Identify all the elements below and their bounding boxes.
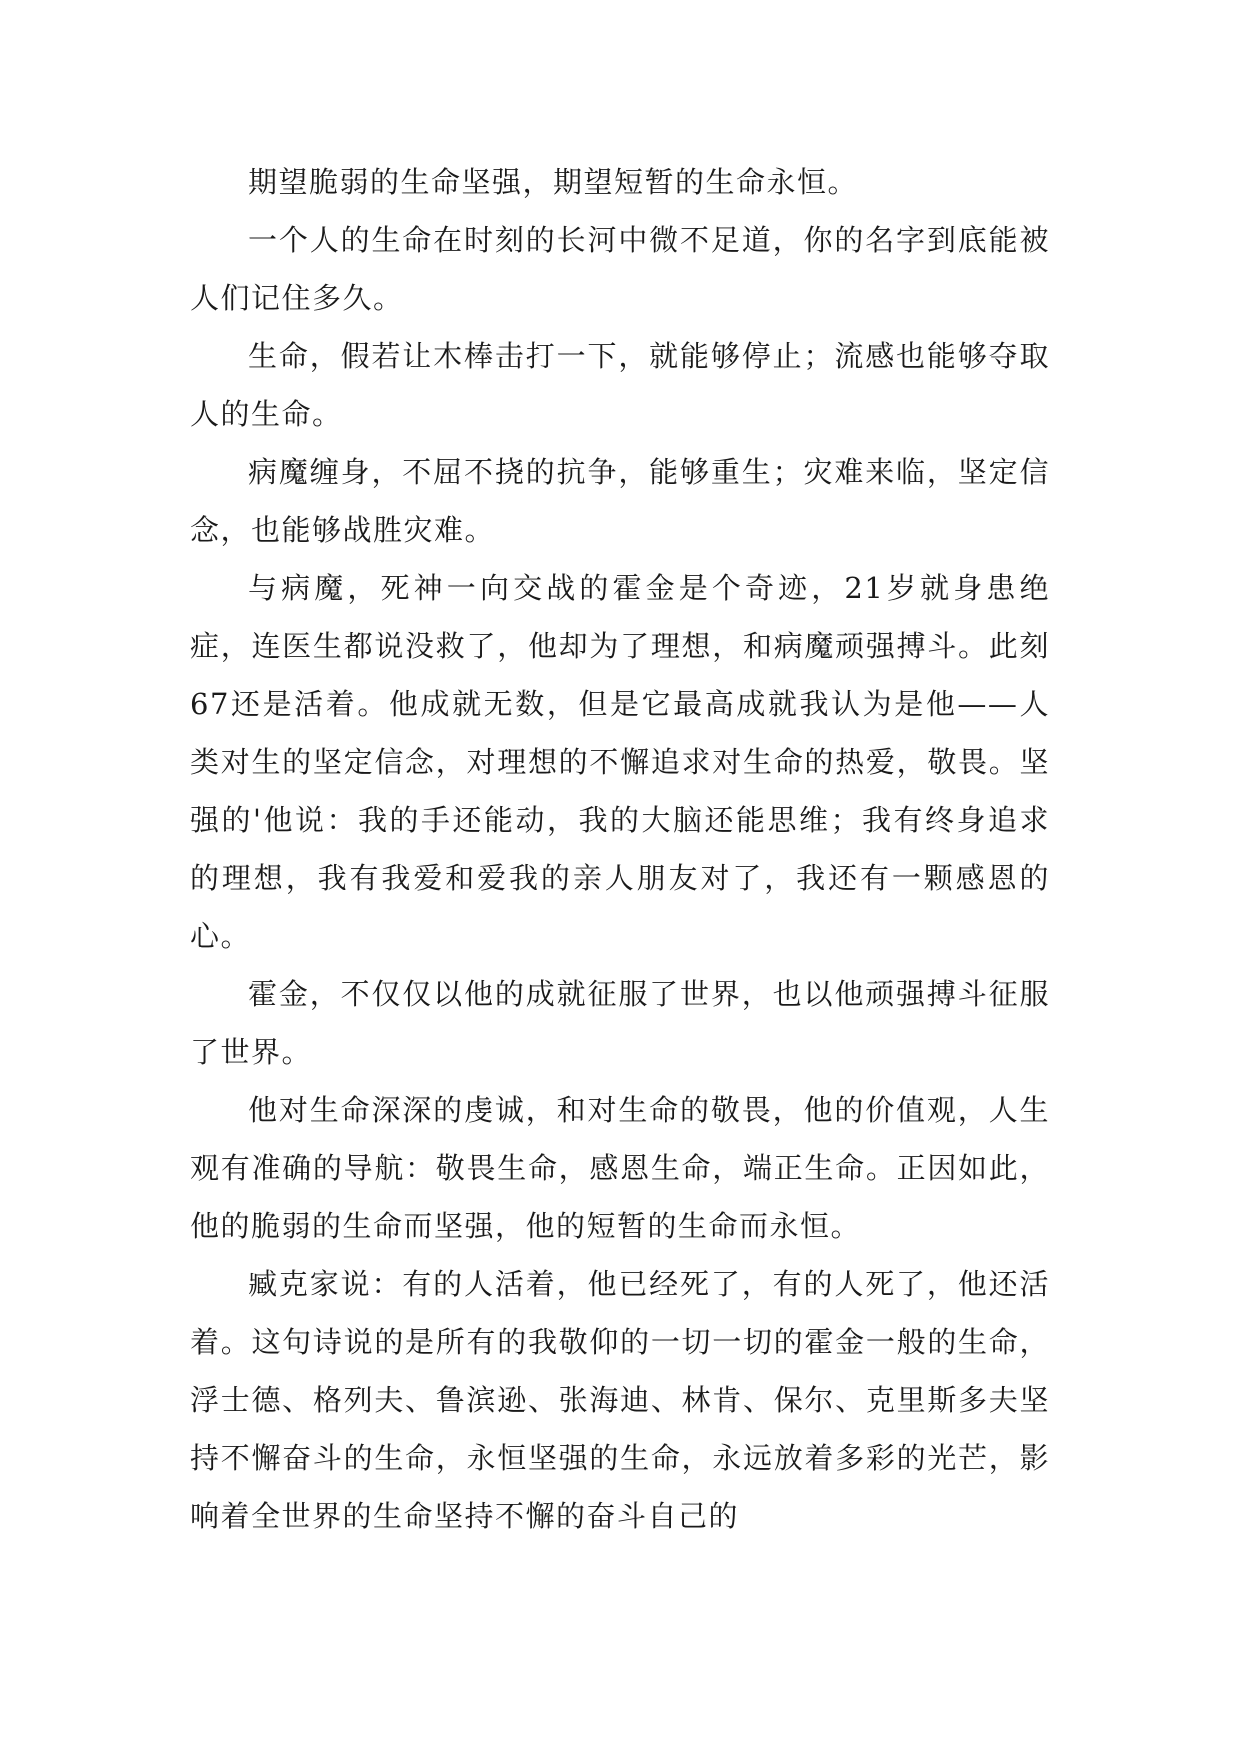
paragraph-3: 生命，假若让木棒击打一下，就能够停止；流感也能够夺取人的生命。 <box>190 339 1050 431</box>
document-body <box>190 153 1050 1545</box>
paragraph-1: 期望脆弱的生命坚强，期望短暂的生命永恒。 <box>248 165 859 199</box>
paragraph-8: 臧克家说：有的人活着，他已经死了，有的人死了，他还活着。这句诗说的是所有的我敬仰的一切一切的霍金一般的生命，浮士德、格列夫、鲁滨逊、张海迪、林肯、保尔、克里斯多夫坚持不懈奋斗的生命，永恒坚强的生命，永远放着多彩的光芒，影响着全世界的生命坚持不懈的奋斗自己的 <box>190 1267 1050 1533</box>
paragraph-2: 一个人的生命在时刻的长河中微不足道，你的名字到底能被人们记住多久。 <box>190 223 1050 315</box>
paragraph-6: 霍金，不仅仅以他的成就征服了世界，也以他顽强搏斗征服了世界。 <box>190 977 1050 1069</box>
paragraph-4: 病魔缠身，不屈不挠的抗争，能够重生；灾难来临，坚定信念，也能够战胜灾难。 <box>190 455 1050 547</box>
paragraph-5: 与病魔，死神一向交战的霍金是个奇迹，21岁就身患绝症，连医生都说没救了，他却为了理想，和病魔顽强搏斗。此刻67还是活着。他成就无数，但是它最高成就我认为是他——人类对生的坚定信念，对理想的不懈追求对生命的热爱，敬畏。坚强的'他说：我的手还能动，我的大脑还能思维；我有终身追求的理想，我有我爱和爱我的亲人朋友对了，我还有一颗感恩的心。 <box>190 571 1050 953</box>
paragraph-7: 他对生命深深的虔诚，和对生命的敬畏，他的价值观，人生观有准确的导航：敬畏生命，感恩生命，端正生命。正因如此，他的脆弱的生命而坚强，他的短暂的生命而永恒。 <box>190 1093 1050 1243</box>
